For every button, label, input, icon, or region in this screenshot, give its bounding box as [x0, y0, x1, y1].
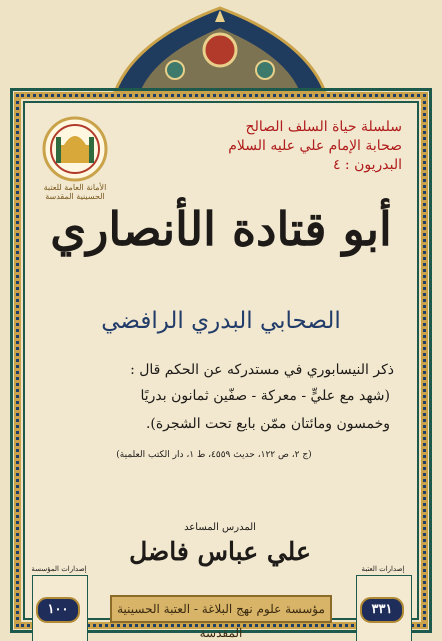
- publisher-label-right: إصدارات العتبة: [361, 565, 405, 573]
- book-subtitle: الصحابي البدري الرافضي: [101, 308, 341, 334]
- series-line-1: سلسلة حياة السلف الصالح: [245, 119, 402, 135]
- publisher-number-left: ١٠٠: [36, 597, 80, 623]
- ornamental-crest: [95, 0, 345, 92]
- seal-caption: الأمانة العامة للعتبة الحسينية المقدسة: [43, 183, 107, 201]
- series-line-2: صحابة الإمام علي عليه السلام: [228, 138, 402, 154]
- publisher-label-left: إصدارات المؤسسة: [31, 565, 87, 573]
- quote-reference: (ج ٢، ص ١٢٢، حديث ٤٥٥٩، ط ١، دار الكتب العلمية): [116, 450, 312, 460]
- series-line-3: البدريون : ٤: [332, 157, 402, 173]
- seal-logo: [42, 115, 108, 183]
- quote-intro: ذكر النيسابوري في مستدركه عن الحكم قال :: [130, 362, 394, 378]
- series-block: [228, 118, 402, 175]
- book-title: أبو قتادة الأنصاري: [50, 202, 392, 256]
- author-name: علي عباس فاضل: [129, 537, 311, 566]
- author-label: المدرس المساعد: [184, 522, 256, 533]
- quote-line-1: (شهد مع عليٍّ - معركة - صفّين ثمانون بدريًا: [140, 388, 390, 404]
- publisher-number-right: ٣٣١: [360, 597, 404, 623]
- publisher-banner: مؤسسة علوم نهج البلاغة - العتبة الحسينية المقدسة: [110, 595, 332, 623]
- quote-line-2: وخمسون ومائتان ممّن بايع تحت الشجرة).: [145, 416, 390, 432]
